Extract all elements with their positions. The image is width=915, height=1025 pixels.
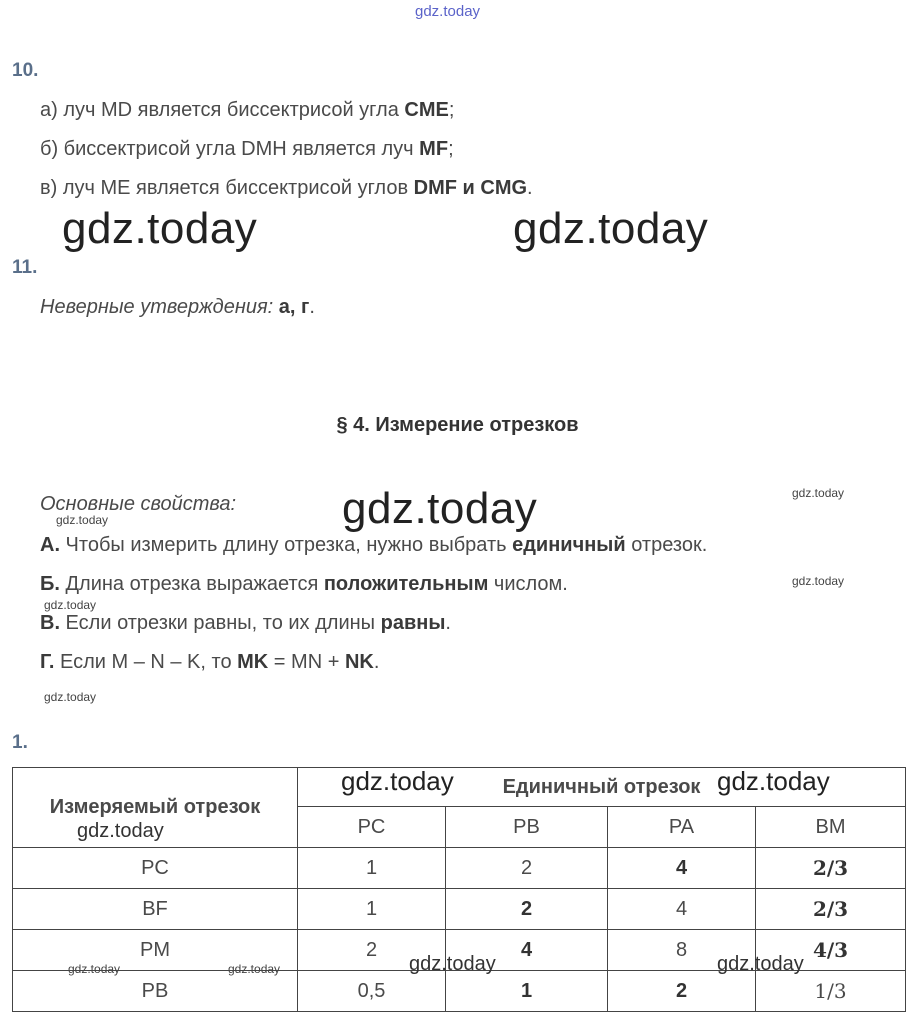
property-g-text: Если M – N – K, то (54, 651, 238, 673)
property-a-text: Чтобы измерить длину отрезка, нужно выбрать (60, 534, 513, 556)
line-c-suffix: . (527, 177, 533, 199)
line-b-text: б) биссектрисой угла DMH является луч (40, 138, 420, 160)
watermark-mid-3: gdz.today (77, 820, 164, 842)
watermark-small-3: gdz.today (792, 574, 845, 588)
watermark-mid-2: gdz.today (717, 766, 830, 796)
property-b-letter: Б. (40, 573, 60, 595)
row-label: BF (13, 889, 298, 930)
unit-header: Единичный отрезок (502, 775, 701, 798)
table-cell: 2/3 (756, 848, 906, 889)
property-g (40, 651, 379, 674)
line-b-bold: MF (419, 138, 449, 160)
problem-10-line-c (40, 177, 533, 200)
problem-10-number: 10. (12, 60, 39, 81)
watermark-big-1: gdz.today (62, 204, 258, 253)
property-b-text: Длина отрезка выражается (59, 573, 324, 595)
watermark-big-3: gdz.today (342, 484, 538, 533)
property-a-letter: А. (40, 534, 60, 556)
watermark-mid-4: gdz.today (409, 953, 496, 975)
problem-11-suffix: . (309, 296, 315, 318)
watermark-small-2: gdz.today (792, 486, 845, 500)
property-g-bold-2: NK (344, 651, 374, 673)
table-cell: 2 (608, 971, 756, 1012)
problem-11-answer (40, 296, 315, 319)
table-cell: 2 (298, 930, 446, 971)
row-label: PM (13, 930, 298, 971)
property-g-suffix: . (373, 651, 380, 673)
watermark-small-1: gdz.today (56, 513, 109, 527)
property-a (40, 534, 707, 557)
watermark-top: gdz.today (415, 3, 481, 20)
table-cell: 1 (298, 889, 446, 930)
line-a-bold: CME (404, 99, 449, 121)
problem-10-line-b (40, 138, 454, 161)
problem-11-number: 11. (12, 257, 38, 278)
row-label: PB (13, 971, 298, 1012)
problem-1-number: 1. (12, 732, 28, 753)
properties-title: Основные свойства: (40, 493, 237, 515)
table-row (13, 971, 906, 1012)
property-v (40, 612, 451, 635)
problem-11-label: Неверные утверждения: (40, 296, 274, 318)
problem-11-bold: а, г (273, 296, 310, 318)
line-a-suffix: ; (448, 99, 455, 121)
section-title: § 4. Измерение отрезков (336, 414, 579, 436)
line-a-text: а) луч MD является биссектрисой угла (40, 99, 405, 121)
property-v-bold: равны (380, 612, 446, 634)
table-cell: 2 (446, 889, 608, 930)
property-v-suffix: . (445, 612, 451, 634)
table-cell: 4 (446, 930, 608, 971)
property-a-bold: единичный (512, 534, 626, 556)
table-row (13, 848, 906, 889)
watermark-small-6: gdz.today (68, 962, 121, 976)
property-g-mid: = MN + (268, 651, 345, 673)
line-c-bold: DMF и CMG (413, 177, 528, 199)
property-a-suffix: отрезок. (625, 534, 708, 556)
table-cell: 8 (608, 930, 756, 971)
table-row (13, 889, 906, 930)
table-cell: 4/3 (756, 930, 906, 971)
table-cell: 1 (298, 848, 446, 889)
property-g-letter: Г. (40, 651, 55, 673)
table-cell: 2/3 (756, 889, 906, 930)
property-b (40, 573, 568, 596)
watermark-big-2: gdz.today (513, 204, 709, 253)
unit-pb: PB (446, 807, 608, 848)
property-v-letter: В. (40, 612, 60, 634)
table-cell: 0,5 (298, 971, 446, 1012)
line-b-suffix: ; (448, 138, 454, 160)
property-b-suffix: числом. (488, 573, 568, 595)
table-cell: 4 (608, 848, 756, 889)
unit-bm: BM (756, 807, 906, 848)
watermark-small-5: gdz.today (44, 690, 97, 704)
row-label: PC (13, 848, 298, 889)
property-v-text: Если отрезки равны, то их длины (60, 612, 381, 634)
property-g-bold-1: MK (237, 651, 269, 673)
table-cell: 4 (608, 889, 756, 930)
watermark-small-4: gdz.today (44, 598, 97, 612)
unit-pc: PC (298, 807, 446, 848)
problem-10-line-a (40, 99, 454, 122)
watermark-small-7: gdz.today (228, 962, 281, 976)
line-c-text: в) луч ME является биссектрисой углов (40, 177, 414, 199)
table-cell: 2 (446, 848, 608, 889)
watermark-mid-1: gdz.today (341, 766, 454, 796)
measured-header: Измеряемый отрезок (49, 796, 261, 818)
table-cell: 1/3 (756, 971, 906, 1012)
table-cell: 1 (446, 971, 608, 1012)
property-b-bold: положительным (323, 573, 489, 595)
watermark-mid-5: gdz.today (717, 953, 804, 975)
unit-pa: PA (608, 807, 756, 848)
